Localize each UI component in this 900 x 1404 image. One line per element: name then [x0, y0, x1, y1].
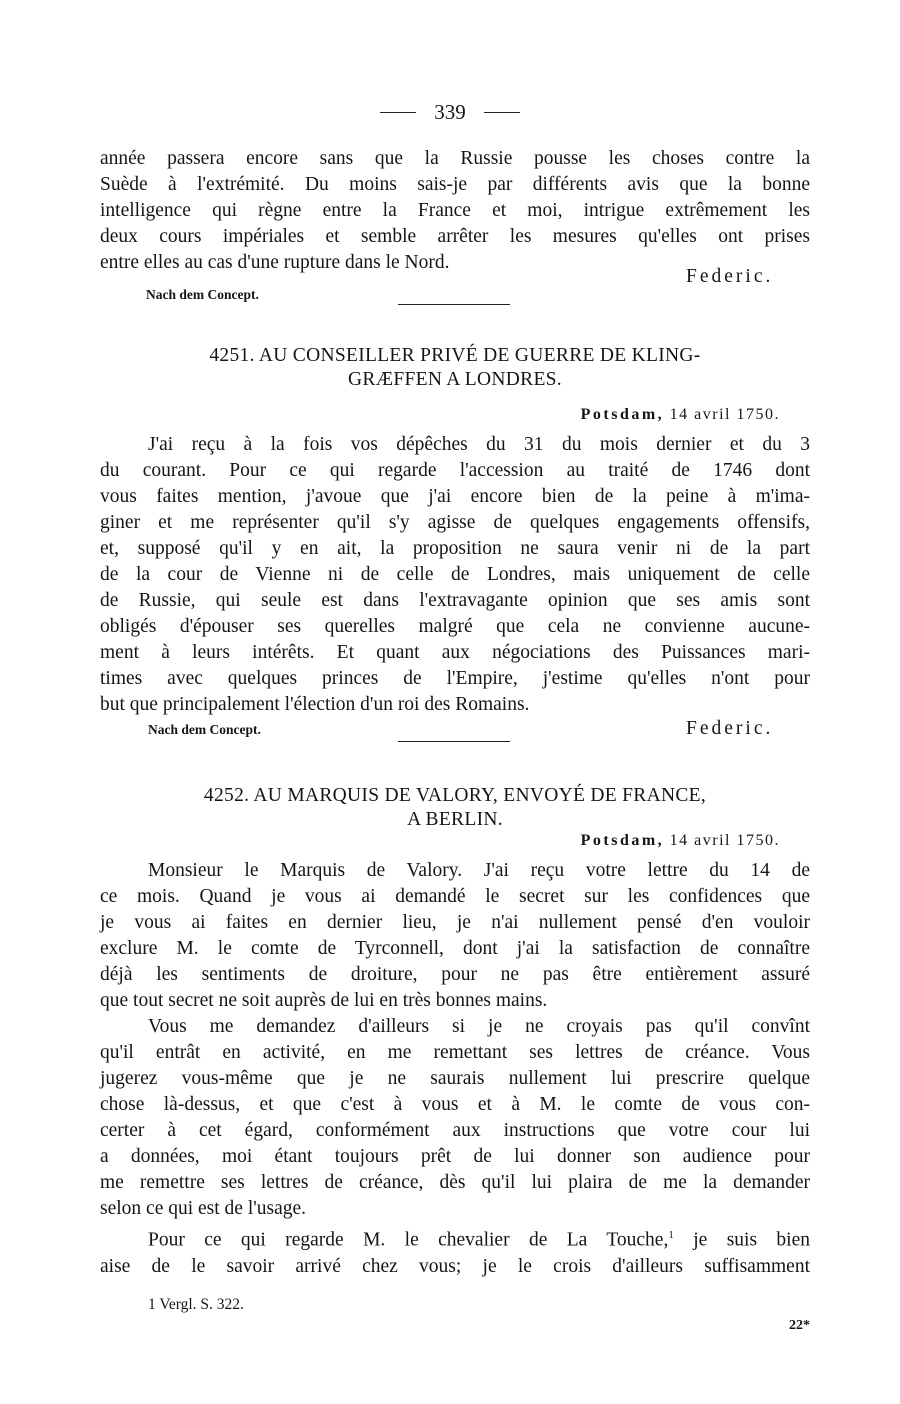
text-line: ment à leurs intérêts. Et quant aux négociations des Puissances mari-: [100, 642, 810, 663]
page-number: 339: [434, 100, 466, 124]
letter-date: [581, 406, 780, 424]
text-line: selon ce qui est de l'usage.: [100, 1198, 307, 1219]
text-line: année passera encore sans que la Russie pousse les choses contre la: [100, 148, 810, 169]
text-line: déjà les sentiments de droiture, pour ne pas être entièrement assuré: [100, 964, 810, 985]
footnote-marker: 1: [668, 1229, 674, 1241]
text-line: aise de le savoir arrivé chez vous; je le crois d'ailleurs suffisamment: [100, 1255, 810, 1277]
date-place: Potsdam,: [580, 406, 665, 423]
continuation-text: [100, 146, 810, 276]
text-line: du courant. Pour ce qui regarde l'accession au traité de 1746 dont: [100, 460, 810, 481]
text-line: Vous me demandez d'ailleurs si je ne croyais pas qu'il convînt: [148, 1016, 810, 1037]
section-rule: [398, 741, 510, 742]
header-dash-right: [484, 112, 520, 113]
page-header: [0, 100, 900, 125]
text-line: times avec quelques princes de l'Empire, j'estime qu'elles n'ont pour: [100, 668, 810, 689]
date-value: 14 avril 1750.: [669, 832, 780, 849]
text-line: et, supposé qu'il y en ait, la proposition ne saura venir ni de la part: [100, 538, 810, 559]
heading-line: GRÆFFEN A LONDRES.: [348, 369, 562, 390]
text-line: deux cours impériales et semble arrêter les mesures qu'elles ont prises: [100, 226, 810, 247]
letter-date: [581, 832, 780, 850]
text-line: de la cour de Vienne ni de celle de Londres, mais uniquement de celle: [100, 564, 810, 585]
text-line: a données, moi étant toujours prêt de lui donner son audience pour: [100, 1146, 810, 1167]
letter-body: [100, 432, 810, 718]
text-line: intelligence qui règne entre la France et moi, intrigue extrêmement les: [100, 200, 810, 221]
text-fragment: je suis bien: [673, 1229, 810, 1251]
text-line: que tout secret ne soit auprès de lui en très bonnes mains.: [100, 990, 548, 1011]
text-line: de Russie, qui seule est dans l'extravagante opinion que ses amis sont: [100, 590, 810, 611]
text-line: ce mois. Quand je vous ai demandé le secret sur les confidences que: [100, 886, 810, 907]
text-fragment: Pour ce qui regarde M. le chevalier de La Touche,: [148, 1229, 669, 1251]
text-line: Monsieur le Marquis de Valory. J'ai reçu votre lettre du 14 de: [148, 860, 810, 881]
letter-heading: [100, 344, 810, 392]
date-place: Potsdam,: [580, 832, 665, 849]
text-line: vous faites mention, j'avoue que j'ai encore bien de la peine à m'ima-: [100, 486, 810, 507]
text-line: exclure M. le comte de Tyrconnell, dont j'ai la satisfaction de connaître: [100, 938, 810, 959]
text-line: jugerez vous-même que je ne saurais nullement lui prescrire quelque: [100, 1068, 810, 1089]
date-value: 14 avril 1750.: [669, 406, 780, 423]
text-line: but que principalement l'élection d'un roi des Romains.: [100, 694, 530, 715]
heading-line: A BERLIN.: [407, 809, 503, 830]
header-dash-left: [380, 112, 416, 113]
source-note: Nach dem Concept.: [146, 287, 259, 302]
signature: Federic.: [686, 266, 774, 287]
section-rule: [398, 304, 510, 305]
text-line: obligés d'épouser ses querelles malgré que cela ne convienne aucune-: [100, 616, 810, 637]
text-line: J'ai reçu à la fois vos dépêches du 31 du mois dernier et du 3: [148, 434, 810, 455]
text-line: me remettre ses lettres de créance, dès qu'il lui plaira de me la demander: [100, 1172, 810, 1193]
sheet-signature-mark: 22*: [789, 1318, 810, 1333]
heading-line: 4251. AU CONSEILLER PRIVÉ DE GUERRE DE KLING-: [209, 345, 701, 366]
text-line: [100, 1222, 810, 1254]
text-line: certer à cet égard, conformément aux instructions que votre cour lui: [100, 1120, 810, 1141]
text-line: giner et me représenter qu'il s'y agisse de quelques engagements offensifs,: [100, 512, 810, 533]
source-note: Nach dem Concept.: [148, 722, 261, 737]
heading-line: 4252. AU MARQUIS DE VALORY, ENVOYÉ DE FRANCE,: [203, 785, 707, 806]
letter-body: [100, 858, 810, 1280]
text-line: je vous ai faites en dernier lieu, je n'ai nullement pensé d'en vouloir: [100, 912, 810, 933]
letter-heading: [100, 784, 810, 832]
signature: Federic.: [686, 718, 774, 739]
text-line: chose là-dessus, et que c'est à vous et à M. le comte de vous con-: [100, 1094, 810, 1115]
text-line: Suède à l'extrémité. Du moins sais-je par différents avis que la bonne: [100, 174, 810, 195]
footnote: 1 Vergl. S. 322.: [148, 1296, 244, 1313]
text-line: qu'il entrât en activité, en me remettant ses lettres de créance. Vous: [100, 1042, 810, 1063]
text-line: entre elles au cas d'une rupture dans le Nord.: [100, 252, 450, 273]
